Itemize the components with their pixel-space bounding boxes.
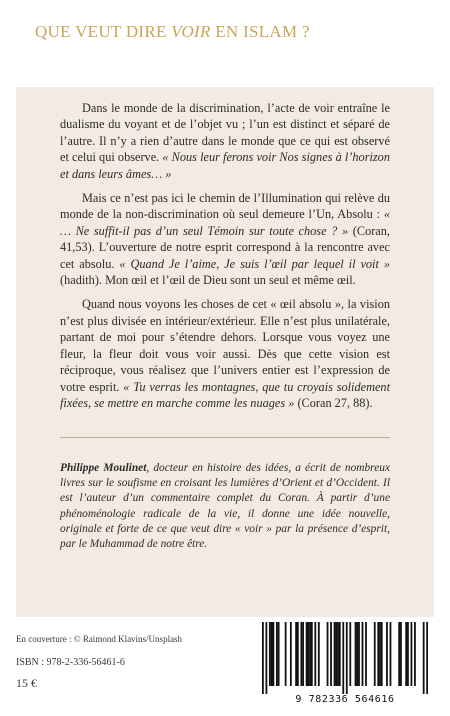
barcode-bar bbox=[379, 622, 381, 686]
title-part-1: QUE VEUT DIRE bbox=[35, 22, 172, 41]
barcode-bar bbox=[309, 622, 311, 686]
barcode-bar bbox=[285, 622, 287, 686]
blurb-paragraph-1 bbox=[60, 100, 390, 182]
barcode-bar bbox=[365, 622, 367, 686]
barcode-bar bbox=[405, 622, 407, 686]
title-part-2: EN ISLAM ? bbox=[210, 22, 310, 41]
barcode-bar bbox=[386, 622, 388, 686]
barcode-bar bbox=[358, 622, 360, 686]
barcode-bar bbox=[423, 622, 425, 694]
blurb-paragraph-2 bbox=[60, 190, 390, 288]
barcode-bar bbox=[272, 622, 274, 686]
isbn-text: ISBN : 978-2-336-56461-6 bbox=[16, 657, 125, 668]
barcode-bar bbox=[390, 622, 392, 686]
blurb-run: « Nous leur ferons voir Nos signes à l’horizon et dans leurs âmes… » bbox=[60, 150, 390, 181]
barcode-bar bbox=[377, 622, 379, 686]
barcode-bar bbox=[407, 622, 409, 686]
barcode-bar bbox=[362, 622, 364, 686]
cover-credit: En couverture : © Raimond Klavins/Unsplash bbox=[16, 634, 183, 644]
barcode-bar bbox=[342, 622, 344, 694]
barcode-bar bbox=[295, 622, 297, 686]
barcode-bar bbox=[306, 622, 308, 686]
barcode-digits: 9 782336 564616 bbox=[295, 694, 395, 705]
barcode-bar bbox=[318, 622, 320, 686]
blurb-run: (hadith). Mon œil et l’œil de Dieu sont un seul et même œil. bbox=[60, 273, 356, 288]
barcode-bar bbox=[426, 622, 428, 694]
author-bio-text: , docteur en histoire des idées, a écrit de nombreux livres sur le soufisme en croisant les lumières d’Orient et d’Occident. Il est l’auteur d’un commentaire complet du Coran. À partir d’une phénoménologie radicale de la vie, il donne une idée nouvelle, originale et forte de ce que veut dire « voir » par la présence d’esprit, par le Muhammad de notre être. bbox=[60, 462, 391, 551]
barcode-bar bbox=[414, 622, 416, 686]
blurb-run: Quand nous voyons les choses de cet « œil absolu », la vision n’est plus divisée en intérieur/extérieur. Elle n’est plus unilatérale, partant de moi pour s’étendre dehors. Lorsque vous voyez une fleur, la fleur doit vous voir aussi. Dès que cette vision est réciproque, vous réalisez que l’univers entier est l’expression de votre esprit. bbox=[60, 297, 390, 394]
barcode-bar bbox=[381, 622, 383, 686]
barcode-bar bbox=[327, 622, 329, 686]
barcode-bar bbox=[271, 622, 273, 686]
barcode-bar bbox=[330, 622, 332, 686]
blurb-run: « … Ne suffit-il pas d’un seul Témoin sur toute chose ? » bbox=[60, 207, 390, 238]
barcode-bar bbox=[411, 622, 413, 686]
blurb-run: (Coran, 41,53). L’ouverture de notre esprit correspond à la rencontre avec cet absolu. bbox=[60, 223, 390, 271]
price-text: 15 € bbox=[16, 676, 37, 690]
book-title bbox=[35, 22, 310, 42]
barcode-bar bbox=[374, 622, 376, 686]
blurb-run: « Tu verras les montagnes, que tu croyais solidement fixées, se mettre en marche comme les nuages » bbox=[60, 379, 390, 410]
blurb-run: (Coran 27, 88). bbox=[294, 395, 373, 410]
barcode-bar bbox=[346, 622, 348, 694]
blurb-text bbox=[60, 100, 390, 419]
author-bio bbox=[60, 461, 390, 552]
barcode-bar bbox=[339, 622, 341, 686]
barcode-bar bbox=[311, 622, 313, 686]
title-part-italic: VOIR bbox=[171, 22, 211, 41]
barcode-bar bbox=[337, 622, 339, 686]
barcode-bar bbox=[314, 622, 316, 686]
barcode bbox=[256, 618, 434, 714]
divider-line bbox=[60, 437, 390, 438]
barcode-bar bbox=[400, 622, 402, 686]
barcode-bar bbox=[297, 622, 299, 686]
blurb-run: Mais ce n’est pas ici le chemin de l’Illumination qui relève du monde de la non-discrimination où seul demeure l’Un, Absolu : bbox=[60, 191, 390, 222]
barcode-bar bbox=[290, 622, 292, 686]
barcode-bar bbox=[265, 622, 267, 694]
barcode-bar bbox=[276, 622, 278, 686]
blurb-run: « Quand Je l’aime, Je suis l’œil par lequel il voit » bbox=[119, 256, 390, 271]
blurb-run: Dans le monde de la discrimination, l’acte de voir entraîne le dualisme du voyant et de l’objet vu ; l’un est distinct et séparé de l’autre. Il n’y a rien d’autre dans le monde que ce qui est observé et celui qui observe. bbox=[60, 101, 390, 165]
barcode-bar bbox=[262, 622, 264, 694]
barcode-bar bbox=[278, 622, 280, 686]
barcode-bar bbox=[307, 622, 309, 686]
barcode-bar bbox=[335, 622, 337, 686]
barcode-bar bbox=[334, 622, 336, 686]
barcode-bar bbox=[302, 622, 304, 686]
barcode-bar bbox=[300, 622, 302, 686]
barcode-bar bbox=[269, 622, 271, 686]
barcode-bar bbox=[355, 622, 357, 686]
barcode-bar bbox=[398, 622, 400, 686]
barcode-bars bbox=[262, 622, 428, 694]
blurb-paragraph-3 bbox=[60, 296, 390, 411]
author-name: Philippe Moulinet bbox=[60, 462, 147, 474]
barcode-bar bbox=[349, 622, 351, 686]
barcode-bar bbox=[356, 622, 358, 686]
